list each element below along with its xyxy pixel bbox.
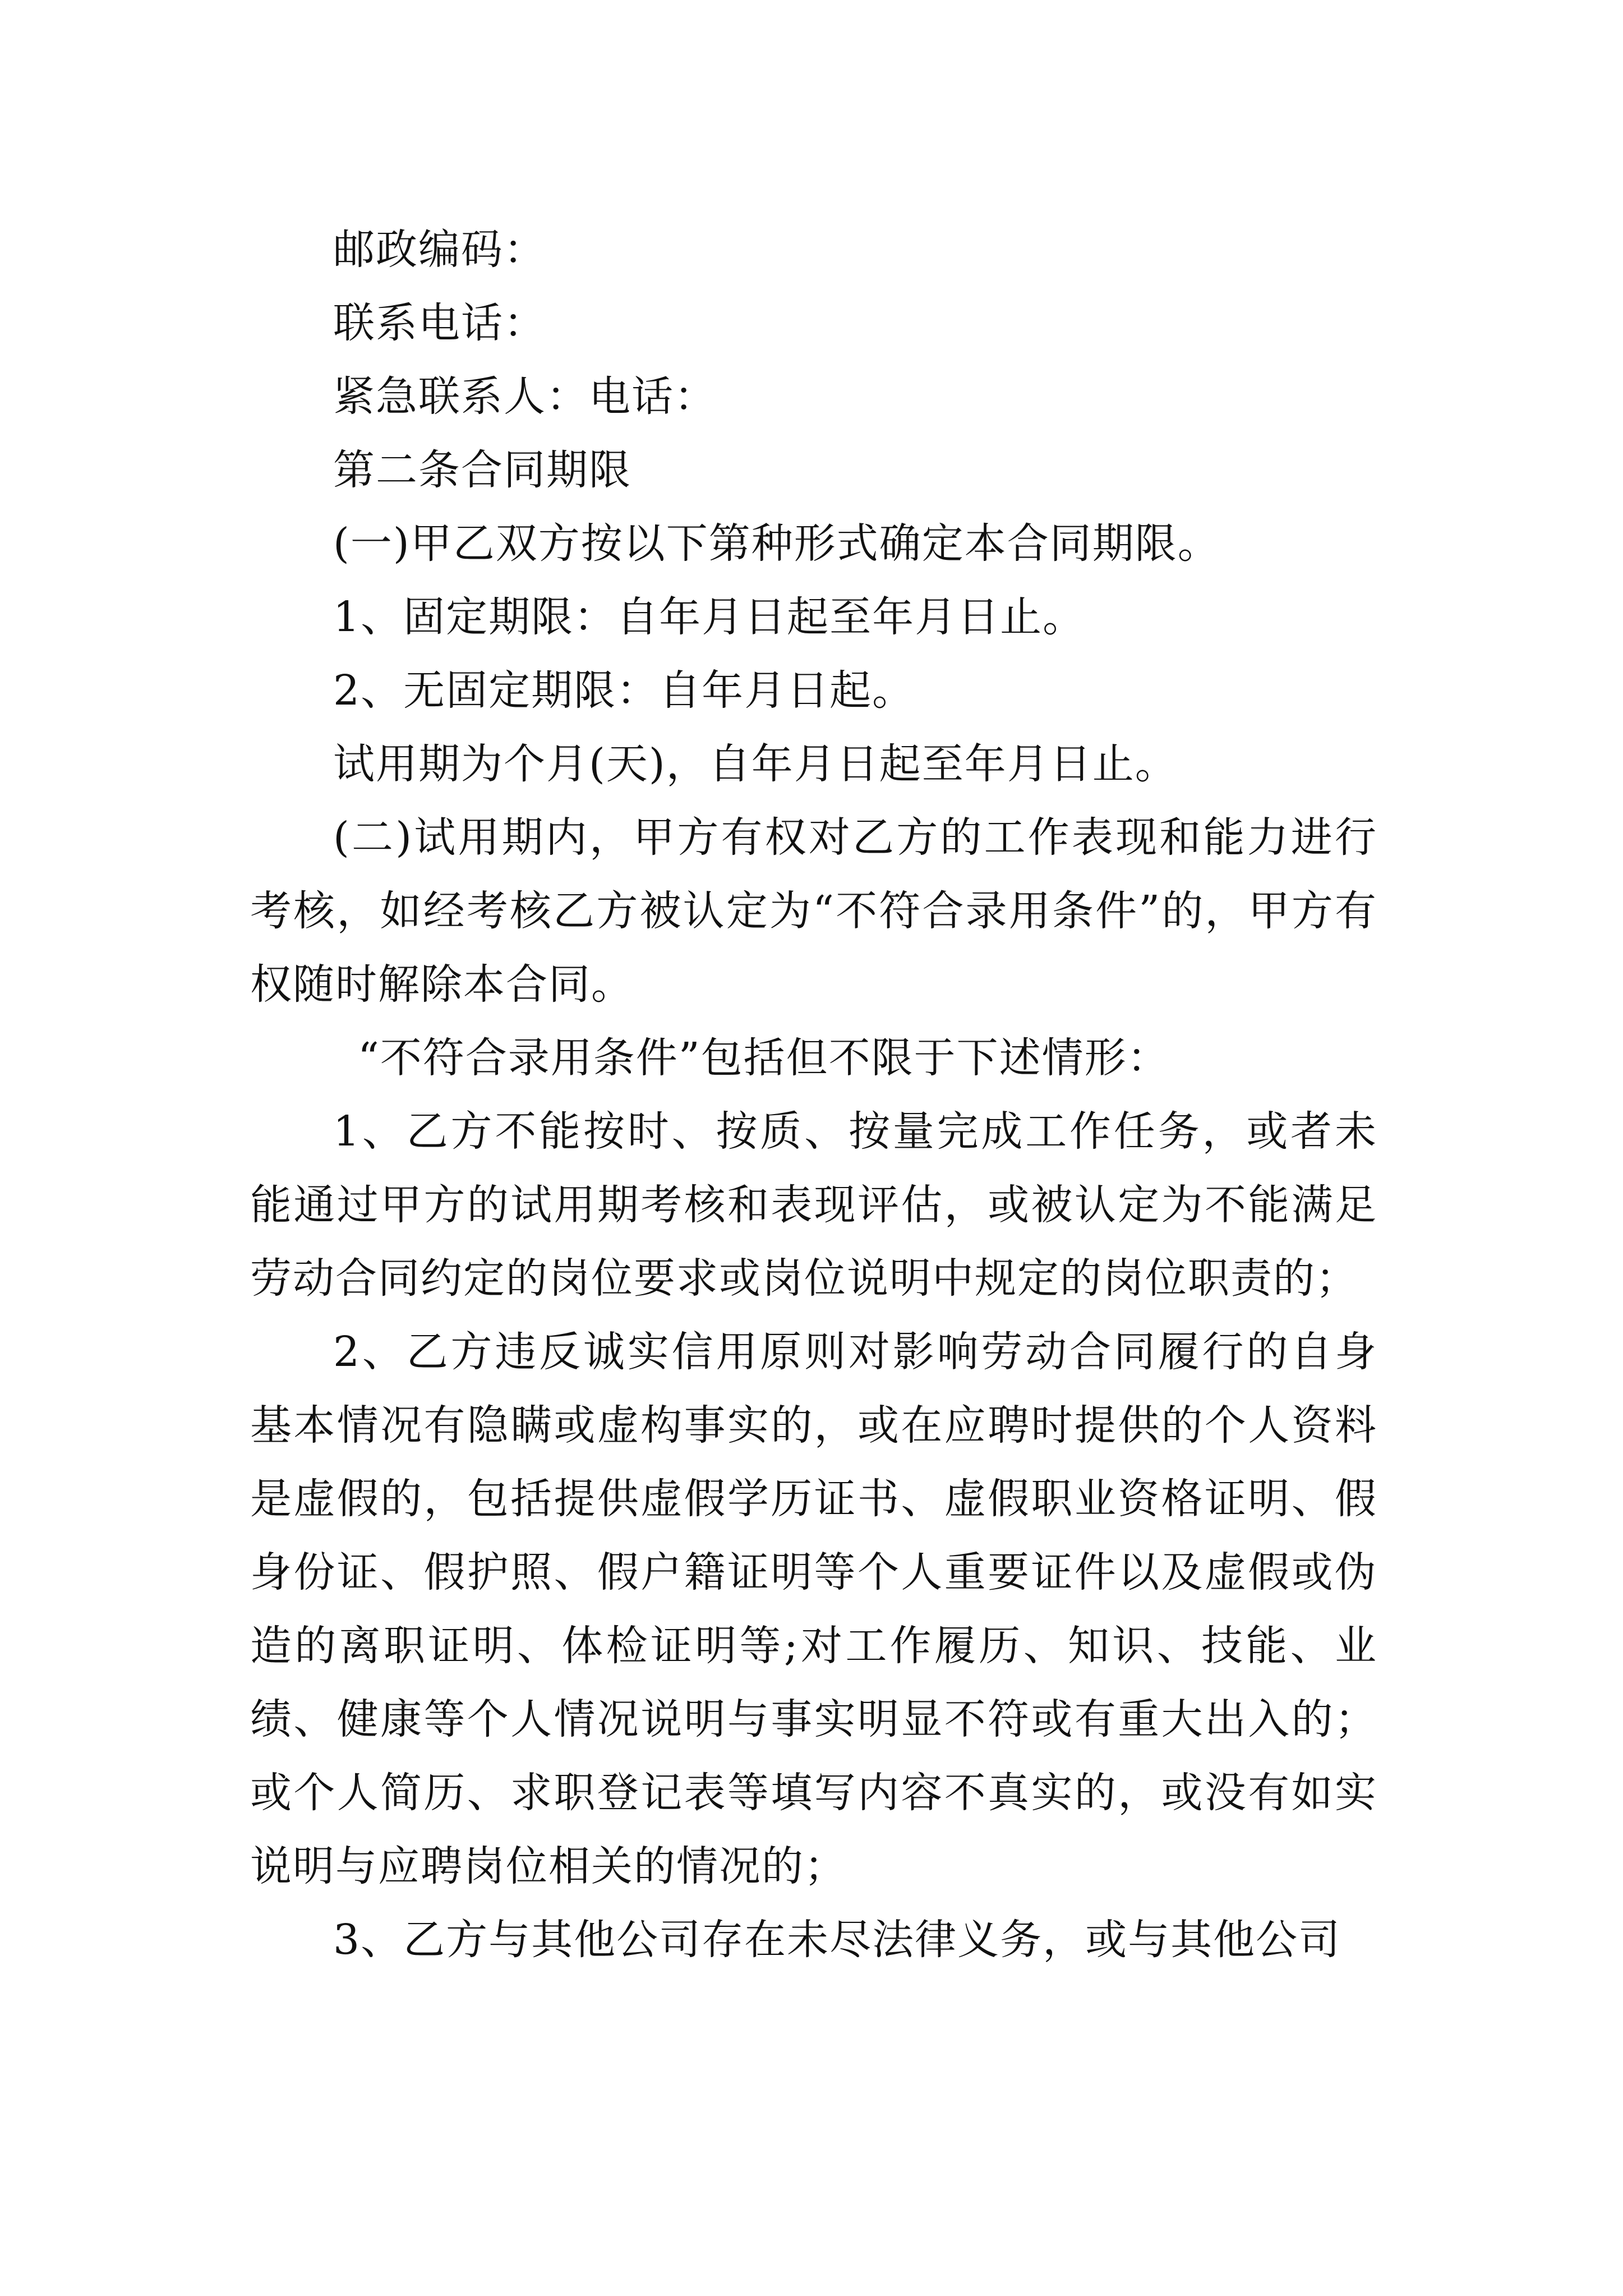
unqualified-conditions-heading: “不符合录用条件”包括但不限于下述情形： [358, 1034, 1170, 1082]
condition-one-paragraph: 1、乙方不能按时、按质、按量完成工作任务，或者未能通过甲方的试用期考核和表现评估，或被认定为不能满足劳动合同约定的岗位要求或岗位说明中规定的岗位职责的； [250, 1107, 1377, 1303]
probation-assessment-paragraph: (二)试用期内，甲方有权对乙方的工作表现和能力进行考核，如经考核乙方被认定为“不符合录用条件”的，甲方有权随时解除本合同。 [250, 813, 1377, 1009]
term-form-paragraph: (一)甲乙双方按以下第种形式确定本合同期限。 [333, 519, 1220, 568]
emergency-contact-line: 紧急联系人：电话： [333, 372, 717, 421]
fixed-term-item: 1、固定期限：自年月日起至年月日止。 [333, 593, 1086, 641]
open-term-item: 2、无固定期限：自年月日起。 [333, 666, 915, 715]
article-two-heading: 第二条合同期限 [333, 446, 631, 494]
contact-phone-line: 联系电话： [333, 299, 546, 347]
condition-three-paragraph: 3、乙方与其他公司存在未尽法律义务，或与其他公司 [333, 1916, 1341, 1964]
probation-period-line: 试用期为个月(天)，自年月日起至年月日止。 [333, 740, 1178, 788]
condition-two-paragraph: 2、乙方违反诚实信用原则对影响劳动合同履行的自身基本情况有隐瞒或虚构事实的，或在应聘时提供的个人资料是虚假的，包括提供虚假学历证书、虚假职业资格证明、假身份证、假护照、假户籍证明等个人重要证件以及虚假或伪造的离职证明、体检证明等;对工作履历、知识、技能、业绩、健康等个人情况说明与事实明显不符或有重大出入的；或个人简历、求职登记表等填写内容不真实的，或没有如实说明与应聘岗位相关的情况的； [250, 1328, 1377, 1890]
postal-code-line: 邮政编码： [333, 226, 546, 274]
document-body [250, 213, 1377, 1977]
